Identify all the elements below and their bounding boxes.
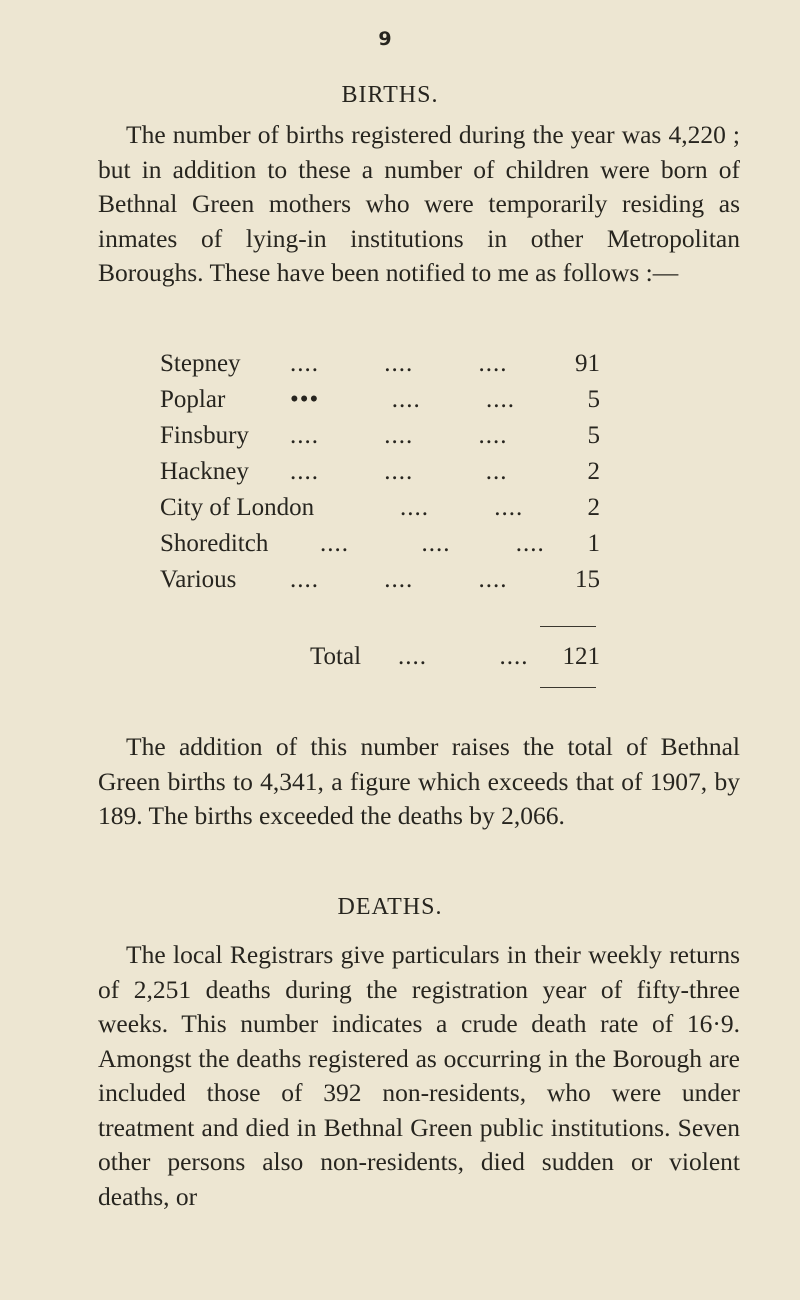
births-conclusion-text: The addition of this number raises the total of Bethnal Green births to 4,341, a figure which exceeds that of 1907, by 189. The births exceeded the deaths by 2,066.: [98, 732, 740, 830]
births-heading: BIRTHS.: [341, 82, 439, 108]
table-row: [160, 347, 600, 381]
leader-dots: .... ....: [400, 494, 524, 521]
total-value: 121: [562, 643, 600, 670]
leader-dots: ••• .... ....: [290, 386, 516, 413]
page-number: 9: [378, 28, 392, 50]
row-birth-count: 2: [587, 458, 600, 485]
row-borough-name: Hackney: [160, 458, 249, 485]
leader-dots: .... .... ...: [290, 458, 508, 485]
table-row: [160, 527, 600, 561]
row-borough-name: Poplar: [160, 386, 226, 413]
row-borough-name: Various: [160, 566, 237, 593]
row-birth-count: 2: [587, 494, 600, 521]
leader-dots: .... .... ....: [320, 530, 545, 557]
row-borough-name: City of London: [160, 494, 315, 521]
row-borough-name: Finsbury: [160, 422, 249, 449]
sum-rule: [540, 626, 596, 627]
total-rule: [540, 687, 596, 688]
births-intro-text: The number of births registered during the year was 4,220 ; but in addition to these a number of children were born of Bethnal Green mothers who were temporarily residing as inmates of lying-in institutions in other Metropolitan Boroughs. These have been notified to me as follows :—: [98, 120, 740, 287]
deaths-paragraph: [98, 938, 740, 1214]
row-birth-count: 5: [587, 386, 600, 413]
births-intro-paragraph: [98, 118, 740, 291]
deaths-heading: DEATHS.: [337, 894, 443, 920]
row-borough-name: Shoreditch: [160, 530, 269, 557]
table-row: [160, 491, 600, 525]
total-label: Total: [310, 643, 362, 670]
leader-dots: .... .... ....: [290, 350, 508, 377]
row-birth-count: 1: [587, 530, 600, 557]
table-row: [160, 419, 600, 453]
row-birth-count: 15: [575, 566, 600, 593]
deaths-text: The local Registrars give particulars in their weekly returns of 2,251 deaths during the registration year of fifty-three weeks. This number indicates a crude death rate of 16·9. Amongst the deaths registered as occurring in the Borough are included those of 392 non-residents, who were under treatment and died in Bethnal Green public institutions. Seven other persons also non-residents, died sudden or violent deaths, or: [98, 940, 740, 1211]
table-row: [160, 563, 600, 597]
total-row: [160, 640, 600, 674]
row-birth-count: 91: [575, 350, 600, 377]
leader-dots: .... .... ....: [290, 566, 508, 593]
births-conclusion-paragraph: [98, 730, 740, 834]
leader-dots: .... ....: [398, 643, 529, 670]
row-borough-name: Stepney: [160, 350, 241, 377]
table-row: [160, 383, 600, 417]
leader-dots: .... .... ....: [290, 422, 508, 449]
row-birth-count: 5: [587, 422, 600, 449]
table-row: [160, 455, 600, 489]
